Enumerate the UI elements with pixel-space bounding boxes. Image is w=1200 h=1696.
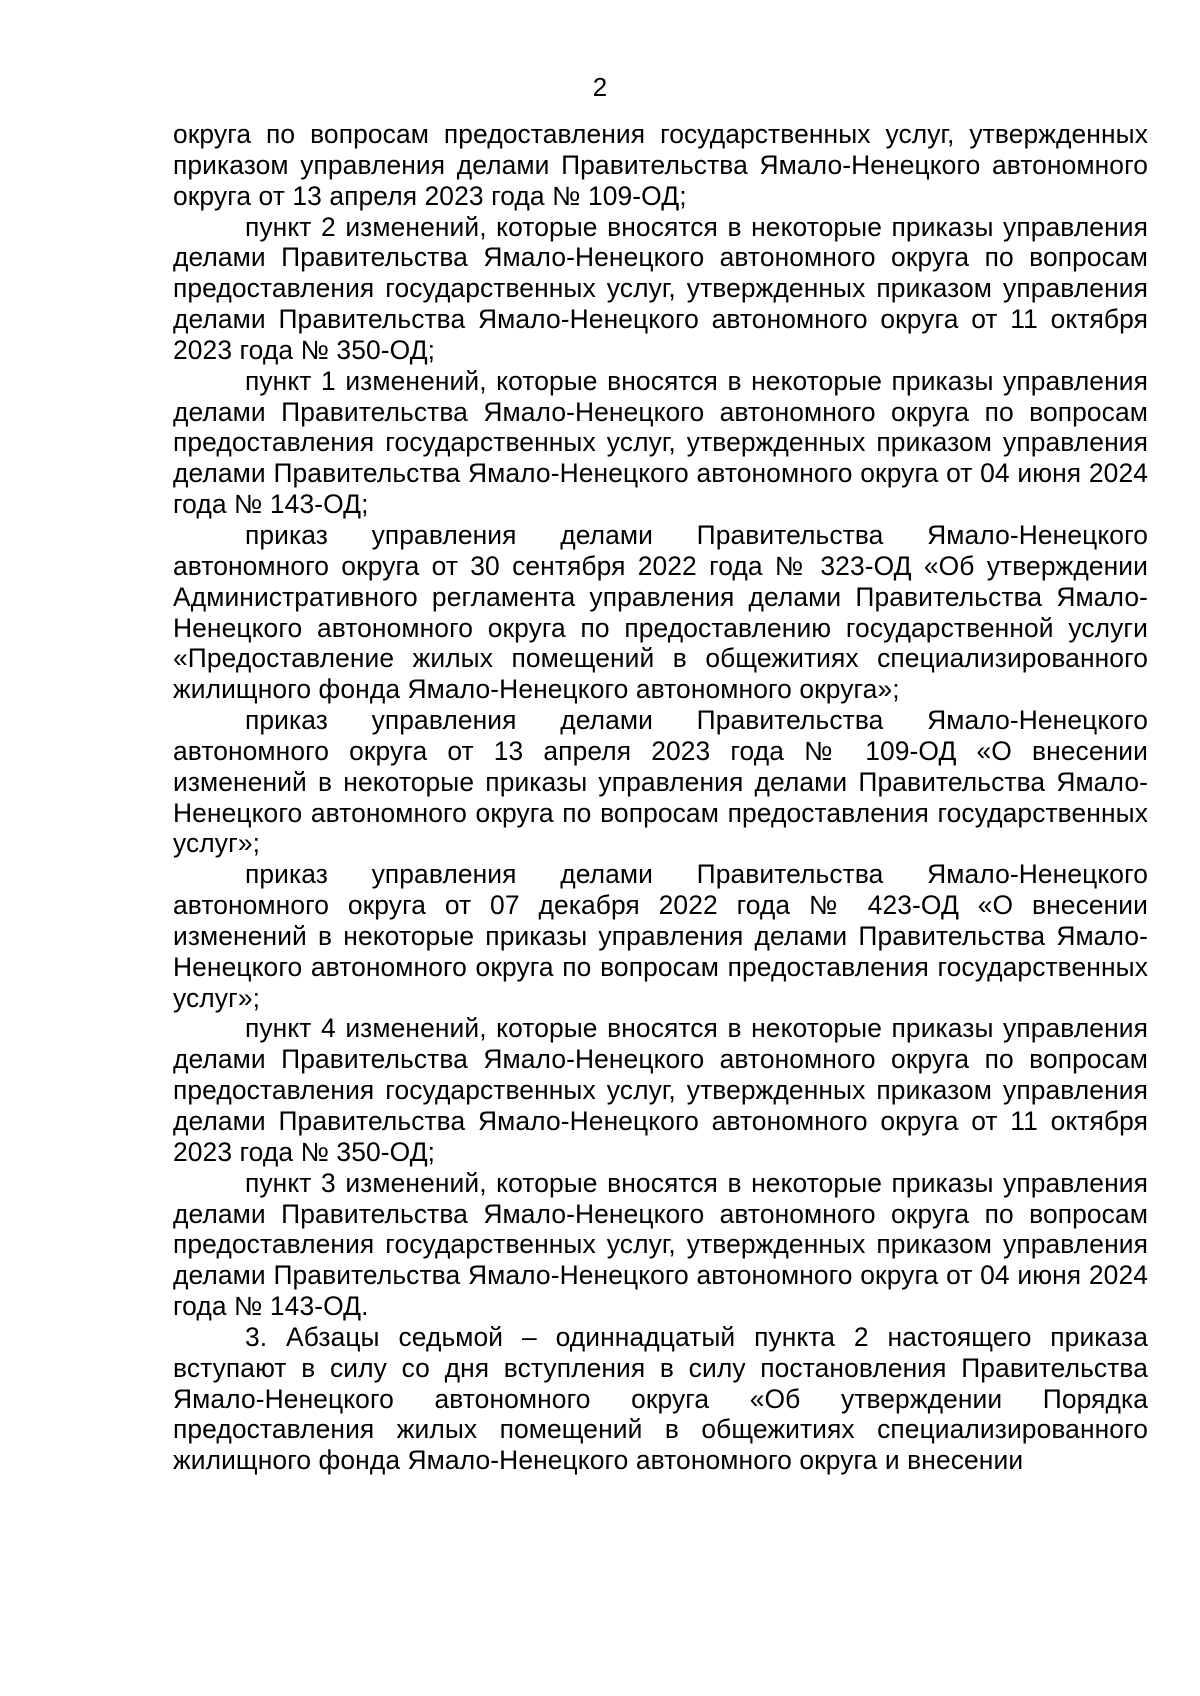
paragraph: приказ управления делами Правительства Ямало-Ненецкого автономного округа от 30 сентября 2022 года № 323-ОД «Об утверждении Административного регламента управления делами Правительства Ямало-Ненецкого автономного округа по предоставлению государственной услуги «Предоставление жилых помещений в общежитиях специализированного жилищного фонда Ямало-Ненецкого автономного округа»; bbox=[173, 519, 1148, 705]
document-body bbox=[173, 119, 1148, 1476]
page-number: 2 bbox=[592, 72, 608, 102]
paragraph: пункт 1 изменений, которые вносятся в некоторые приказы управления делами Правительства Ямало-Ненецкого автономного округа по вопросам предоставления государственных услуг, утвержденных приказом управления делами Правительства Ямало-Ненецкого автономного округа от 04 июня 2024 года № 143-ОД; bbox=[173, 365, 1148, 520]
paragraph: приказ управления делами Правительства Ямало-Ненецкого автономного округа от 13 апреля 2023 года № 109-ОД «О внесении изменений в некоторые приказы управления делами Правительства Ямало-Ненецкого автономного округа по вопросам предоставления государственных услуг»; bbox=[173, 705, 1148, 859]
paragraph: пункт 2 изменений, которые вносятся в некоторые приказы управления делами Правительства Ямало-Ненецкого автономного округа по вопросам предоставления государственных услуг, утвержденных приказом управления делами Правительства Ямало-Ненецкого автономного округа от 11 октября 2023 года № 350-ОД; bbox=[173, 211, 1148, 365]
paragraph: приказ управления делами Правительства Ямало-Ненецкого автономного округа от 07 декабря 2022 года № 423-ОД «О внесении изменений в некоторые приказы управления делами Правительства Ямало-Ненецкого автономного округа по вопросам предоставления государственных услуг»; bbox=[173, 859, 1148, 1013]
paragraph: пункт 3 изменений, которые вносятся в некоторые приказы управления делами Правительства Ямало-Ненецкого автономного округа по вопросам предоставления государственных услуг, утвержденных приказом управления делами Правительства Ямало-Ненецкого автономного округа от 04 июня 2024 года № 143-ОД. bbox=[173, 1167, 1148, 1322]
paragraph: округа по вопросам предоставления государственных услуг, утвержденных приказом управления делами Правительства Ямало-Ненецкого автономного округа от 13 апреля 2023 года № 109-ОД; bbox=[173, 119, 1148, 211]
paragraph: 3. Абзацы седьмой – одиннадцатый пункта 2 настоящего приказа вступают в силу со дня вступления в силу постановления Правительства Ямало-Ненецкого автономного округа «Об утверждении Порядка предоставления жилых помещений в общежитиях специализированного жилищного фонда Ямало-Ненецкого автономного округа и внесении bbox=[173, 1321, 1148, 1476]
paragraph: пункт 4 изменений, которые вносятся в некоторые приказы управления делами Правительства Ямало-Ненецкого автономного округа по вопросам предоставления государственных услуг, утвержденных приказом управления делами Правительства Ямало-Ненецкого автономного округа от 11 октября 2023 года № 350-ОД; bbox=[173, 1013, 1148, 1167]
